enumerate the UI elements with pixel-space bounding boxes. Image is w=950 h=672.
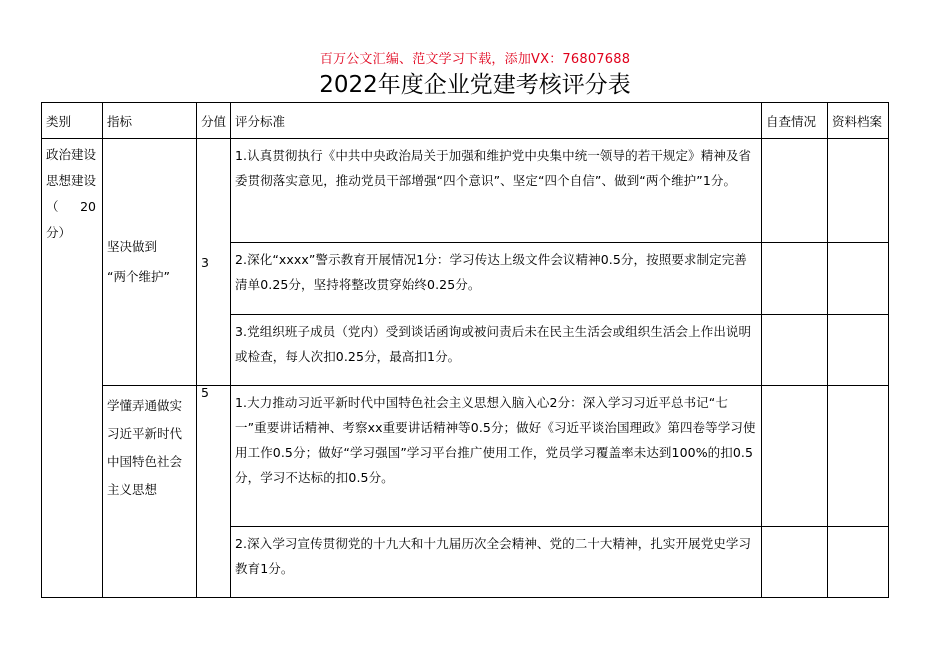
header-note: 百万公文汇编、范文学习下载，添加VX：76807688 [319, 52, 631, 67]
table-row [42, 139, 889, 243]
criteria-cell: 1.认真贯彻执行《中共中央政治局关于加强和维护党中央集中统一领导的若干规定》精神及省委贯彻落实意见，推动党员干部增强“四个意识”、坚定“四个自信”、做到“两个维护”1分。 [231, 139, 762, 243]
category-line-2: 思想建设 [46, 173, 97, 188]
score-cell: 5 [197, 386, 231, 598]
column-header-indicator: 指标 [103, 103, 197, 139]
category-points: 20 [80, 199, 96, 214]
column-header-criteria: 评分标准 [231, 103, 762, 139]
table-header-row [42, 103, 889, 139]
table-row [42, 386, 889, 527]
column-header-score: 分值 [197, 103, 231, 139]
archive-cell[interactable] [828, 139, 889, 243]
criteria-cell: 2.深化“xxxx”警示教育开展情况1分：学习传达上级文件会议精神0.5分，按照要求制定完善清单0.25分，坚持将整改贯穿始终0.25分。 [231, 243, 762, 315]
criteria-cell: 2.深入学习宣传贯彻党的十九大和十九届历次全会精神、党的二十大精神，扎实开展党史学习教育1分。 [231, 527, 762, 598]
archive-cell[interactable] [828, 386, 889, 527]
category-cell [42, 139, 103, 598]
score-table [41, 102, 889, 598]
column-header-category: 类别 [42, 103, 103, 139]
self-check-cell[interactable] [762, 139, 828, 243]
indicator-cell: 学懂弄通做实习近平新时代中国特色社会主义思想 [103, 386, 197, 598]
self-check-cell[interactable] [762, 315, 828, 386]
indicator-name-line-2: “两个维护” [107, 269, 170, 284]
criteria-cell: 3.党组织班子成员（党内）受到谈话函询或被问责后未在民主生活会或组织生活会上作出说明或检查，每人次扣0.25分，最高扣1分。 [231, 315, 762, 386]
archive-cell[interactable] [828, 243, 889, 315]
column-header-self-check: 自查情况 [762, 103, 828, 139]
self-check-cell[interactable] [762, 386, 828, 527]
self-check-cell[interactable] [762, 527, 828, 598]
criteria-cell: 1.大力推动习近平新时代中国特色社会主义思想入脑入心2分：深入学习习近平总书记“七一”重要讲话精神、考察xx重要讲话精神等0.5分；做好《习近平谈治国理政》第四卷等学习使用工作0.5分；做好“学习强国”学习平台推广使用工作，党员学习覆盖率未达到100%的扣0.5分，学习不达标的扣0.5分。 [231, 386, 762, 527]
archive-cell[interactable] [828, 315, 889, 386]
archive-cell[interactable] [828, 527, 889, 598]
score-cell: 3 [197, 139, 231, 386]
indicator-name-line-1: 坚决做到 [107, 239, 158, 254]
self-check-cell[interactable] [762, 243, 828, 315]
column-header-archive: 资料档案 [828, 103, 889, 139]
category-points-line [46, 194, 98, 220]
category-line-1: 政治建设 [46, 147, 97, 162]
page-title: 2022年度企业党建考核评分表 [319, 72, 631, 98]
category-paren-open: （ [46, 199, 59, 214]
category-line-4: 分） [46, 225, 72, 240]
indicator-cell [103, 139, 197, 386]
